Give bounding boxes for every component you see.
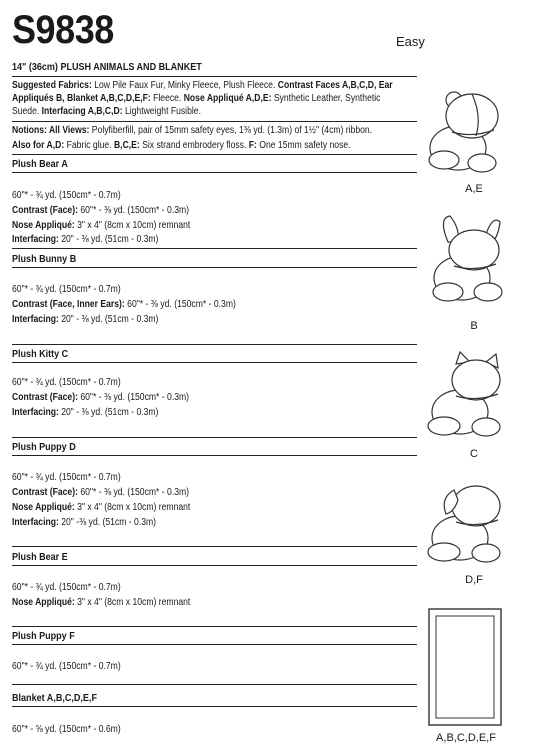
yardage-label: Interfacing: <box>12 234 59 245</box>
yardage-line <box>12 487 189 498</box>
notions-bce-label: B,C,E: <box>113 140 140 151</box>
yardage-value: 3" x 4" (8cm x 10cm) remnant <box>74 220 191 231</box>
fabrics-line-1 <box>12 80 393 92</box>
yardage-line <box>12 502 190 513</box>
kitty-illustration <box>424 350 520 444</box>
notions-f-text: One 15mm safety nose. <box>256 140 351 151</box>
section-title: Blanket A,B,C,D,E,F <box>12 692 97 704</box>
yardage-line <box>12 724 121 735</box>
yardage-line <box>12 220 190 231</box>
pattern-subtitle: 14" (36cm) PLUSH ANIMALS AND BLANKET <box>12 61 202 73</box>
yardage-label: Nose Appliqué: <box>12 220 75 231</box>
yardage-value: 20" - ⅜ yd. (51cm - 0.3m) <box>58 407 159 418</box>
fabrics-applique-label: Appliqués B, Blanket A,B,C,D,E,F: <box>12 93 151 104</box>
notions-line-2 <box>12 140 351 152</box>
yardage-line <box>12 377 121 388</box>
yardage-label: Nose Appliqué: <box>12 597 75 608</box>
yardage-value: 60"* - ¾ yd. (150cm* - 0.7m) <box>12 190 121 201</box>
fabrics-line-3 <box>12 106 201 118</box>
pattern-code: S9838 <box>12 8 114 52</box>
yardage-value: 60"* - ¾ yd. (150cm* - 0.7m) <box>12 377 121 388</box>
yardage-line <box>12 205 189 216</box>
difficulty-label: Easy <box>396 34 425 49</box>
divider <box>12 267 417 268</box>
notions-line-1 <box>12 125 372 137</box>
notions-bce-text: Six strand embrodery floss. <box>139 140 249 151</box>
fabrics-label: Suggested Fabrics: <box>12 80 92 91</box>
yardage-line <box>12 299 236 310</box>
divider <box>12 565 417 566</box>
section-title: Plush Bunny B <box>12 253 77 265</box>
divider <box>12 684 417 685</box>
yardage-line <box>12 582 121 593</box>
yardage-label: Nose Appliqué: <box>12 502 75 513</box>
yardage-value: 3" x 4" (8cm x 10cm) remnant <box>74 597 191 608</box>
section-title: Plush Bear A <box>12 158 68 170</box>
notions-ad-label: Also for A,D: <box>12 140 65 151</box>
yardage-value: 60"* - ⅝ yd. (150cm* - 0.6m) <box>12 724 121 735</box>
yardage-value: 20" -⅜ yd. (51cm - 0.3m) <box>58 517 157 528</box>
yardage-label: Contrast (Face): <box>12 487 78 498</box>
notions-text: Polyfiberfill, pair of 15mm safety eyes, 1⅜ yd. (1.3m) of 1½" (4cm) ribbon. <box>89 125 373 136</box>
yardage-value: 3" x 4" (8cm x 10cm) remnant <box>74 502 191 513</box>
section-title: Plush Bear E <box>12 551 68 563</box>
puppy-illustration <box>424 476 520 570</box>
yardage-value: 20" - ⅜ yd. (51cm - 0.3m) <box>58 234 159 245</box>
fabrics-text: Low Pile Faux Fur, Minky Fleece, Plush Fleece. <box>91 80 278 91</box>
figure-label: B <box>470 320 478 332</box>
yardage-line <box>12 284 121 295</box>
divider <box>12 344 417 345</box>
yardage-value: 60"* - ⅜ yd. (150cm* - 0.3m) <box>77 205 190 216</box>
divider <box>12 455 417 456</box>
bunny-illustration <box>426 212 522 312</box>
figure-label: D,F <box>465 574 483 586</box>
yardage-line <box>12 597 190 608</box>
figure-label: A,E <box>465 183 483 195</box>
bear-illustration <box>424 88 520 180</box>
yardage-value: 60"* - ⅜ yd. (150cm* - 0.3m) <box>124 299 236 310</box>
fabrics-synthetic-text: Synthetic Leather, Synthetic <box>271 93 381 104</box>
yardage-line <box>12 190 121 201</box>
notions-label: Notions: All Views: <box>12 125 90 136</box>
notions-ad-text: Fabric glue. <box>64 140 114 151</box>
fabrics-line-2 <box>12 93 380 105</box>
yardage-value: 60"* - ¾ yd. (150cm* - 0.7m) <box>12 284 121 295</box>
yardage-label: Contrast (Face, Inner Ears): <box>12 299 125 310</box>
divider <box>12 154 417 155</box>
fabrics-fleece-text: Fleece. <box>150 93 184 104</box>
divider <box>12 362 417 363</box>
yardage-line <box>12 517 156 528</box>
yardage-value: 20" - ⅜ yd. (51cm - 0.3m) <box>58 314 159 325</box>
fabrics-interfacing-text: Lightweight Fusible. <box>122 106 201 117</box>
fabrics-suede-text: Suede. <box>12 106 42 117</box>
yardage-line <box>12 234 158 245</box>
divider <box>12 172 417 173</box>
section-title: Plush Puppy D <box>12 441 76 453</box>
yardage-label: Contrast (Face): <box>12 392 78 403</box>
fabrics-nose-label: Nose Appliqué A,D,E: <box>183 93 272 104</box>
yardage-value: 60"* - ⅜ yd. (150cm* - 0.3m) <box>77 392 190 403</box>
fabrics-interfacing-label: Interfacing A,B,C,D: <box>41 106 123 117</box>
blanket-illustration <box>428 608 502 726</box>
divider <box>12 76 417 77</box>
divider <box>12 437 417 438</box>
divider <box>12 546 417 547</box>
divider <box>12 121 417 122</box>
divider <box>12 706 417 707</box>
yardage-value: 60"* - ¾ yd. (150cm* - 0.7m) <box>12 472 121 483</box>
yardage-label: Interfacing: <box>12 314 59 325</box>
yardage-label: Contrast (Face): <box>12 205 78 216</box>
yardage-value: 60"* - ¾ yd. (150cm* - 0.7m) <box>12 582 121 593</box>
yardage-line <box>12 407 158 418</box>
section-title: Plush Puppy F <box>12 630 75 642</box>
yardage-value: 60"* - ⅜ yd. (150cm* - 0.3m) <box>77 487 190 498</box>
figure-label: C <box>470 448 478 460</box>
divider <box>12 644 417 645</box>
yardage-label: Interfacing: <box>12 517 59 528</box>
yardage-line <box>12 661 121 672</box>
yardage-value: 60"* - ¾ yd. (150cm* - 0.7m) <box>12 661 121 672</box>
yardage-line <box>12 472 121 483</box>
divider <box>12 248 417 249</box>
divider <box>12 626 417 627</box>
notions-f-label: F: <box>248 140 257 151</box>
yardage-line <box>12 314 158 325</box>
yardage-line <box>12 392 189 403</box>
yardage-label: Interfacing: <box>12 407 59 418</box>
section-title: Plush Kitty C <box>12 348 69 360</box>
fabrics-contrast-label: Contrast Faces A,B,C,D, Ear <box>277 80 393 91</box>
figure-label: A,B,C,D,E,F <box>436 732 496 744</box>
